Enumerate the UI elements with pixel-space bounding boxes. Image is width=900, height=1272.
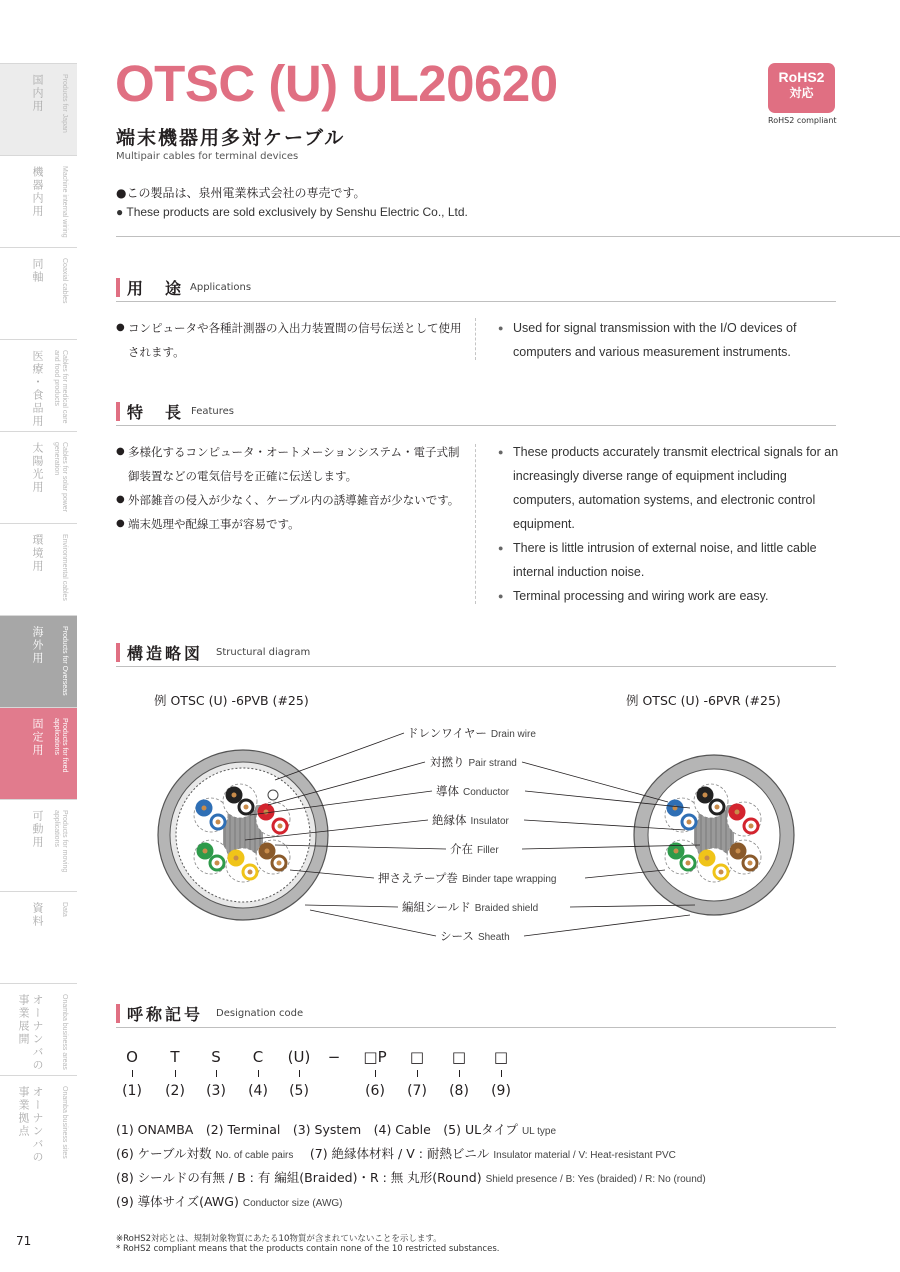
sidebar-tab-label-en: Onamba business sites xyxy=(61,1086,68,1159)
code-char: □P xyxy=(363,1048,387,1066)
legend-en: Conductor size (AWG) xyxy=(242,1198,343,1209)
sidebar-tab-label-en: Cables for medical care and food products xyxy=(53,350,68,424)
sidebar-tab-label-en: Data xyxy=(61,902,68,917)
label-jp: 押さえテープ巻 xyxy=(378,871,458,885)
conductor xyxy=(202,806,207,811)
legend-jp: (6) ケーブル対数 xyxy=(116,1146,212,1161)
sidebar-tab-label-en: Onamba business areas xyxy=(61,994,68,1070)
conductor xyxy=(674,849,679,854)
conductor xyxy=(749,824,754,829)
conductor xyxy=(687,820,692,825)
label-filler xyxy=(450,841,499,857)
code-tick xyxy=(258,1070,259,1077)
code-number: (4) xyxy=(248,1083,268,1099)
code-tick xyxy=(132,1070,133,1077)
code-char: S xyxy=(211,1048,221,1066)
features-jp-item: ● 多様化するコンピュータ・オートメーションシステム・電子式制御装置などの電気信号を正確に伝送します。 xyxy=(116,440,466,488)
label-braided-shield xyxy=(402,899,538,915)
sidebar-tab-label-en: Cables for solar power generation xyxy=(53,442,68,513)
legend-line-3 xyxy=(116,1168,706,1186)
conductor xyxy=(735,810,740,815)
code-number: (1) xyxy=(122,1083,142,1099)
conductor xyxy=(703,793,708,798)
sidebar-tab[interactable] xyxy=(0,1075,77,1167)
code-number: (5) xyxy=(289,1083,309,1099)
label-jp: 対撚り xyxy=(430,755,465,769)
code-tick xyxy=(459,1070,460,1077)
code-tick xyxy=(417,1070,418,1077)
label-insulator xyxy=(432,812,509,828)
label-en: Filler xyxy=(477,845,499,856)
sidebar-tab-label-jp: 可動用 xyxy=(31,810,44,849)
page-title: OTSC (U) UL20620 xyxy=(115,55,558,112)
code-char: − xyxy=(327,1048,341,1066)
example-right-label: 例 OTSC (U) -6PVR (#25) xyxy=(626,693,781,708)
sidebar-tab-label-en: Coaxial cables xyxy=(61,258,68,304)
structure-heading-jp: 構造略図 xyxy=(127,644,204,663)
code-char: (U) xyxy=(287,1048,311,1066)
label-jp: シース xyxy=(440,929,474,943)
sidebar-tab-label-jp: 機器内用 xyxy=(31,166,44,218)
legend-jp: (8) シールドの有無 / B : 有 編組(Braided)・R : 無 丸形(Round) xyxy=(116,1170,482,1185)
sidebar-tab-label-jp: 医療・食品用 xyxy=(31,350,44,428)
conductor xyxy=(265,849,270,854)
conductor xyxy=(277,861,282,866)
sidebar-tab-label-jp: 国内用 xyxy=(31,74,44,113)
label-jp: ドレンワイヤー xyxy=(407,726,487,740)
conductor xyxy=(719,870,724,875)
code-char: □ xyxy=(409,1048,425,1066)
conductor xyxy=(203,849,208,854)
label-jp: 編組シールド xyxy=(402,900,471,914)
subtitle-jp: 端末機器用多対ケーブル xyxy=(116,127,346,149)
label-en: Braided shield xyxy=(474,903,539,914)
code-char: □ xyxy=(493,1048,509,1066)
code-tick xyxy=(299,1070,300,1077)
conductor xyxy=(686,861,691,866)
rohs-badge-line1: RoHS2 xyxy=(778,69,825,85)
legend-line-4 xyxy=(116,1192,343,1210)
label-binder-tape xyxy=(378,870,556,886)
designation-heading-en: Designation code xyxy=(216,1008,304,1019)
designation-heading-jp: 呼称記号 xyxy=(127,1005,204,1024)
applications-en-item: ● Used for signal transmission with the I/O devices of computers and various measurement instruments. xyxy=(498,316,843,364)
sidebar-tab-label-en: Products for Overseas xyxy=(61,626,68,696)
conductor xyxy=(232,793,237,798)
applications-heading-en: Applications xyxy=(190,282,252,293)
code-number: (9) xyxy=(491,1083,511,1099)
features-heading-jp: 特 長 xyxy=(127,403,185,422)
sidebar-tab-label-jp: 資料 xyxy=(31,902,44,928)
label-en: Insulator xyxy=(470,816,509,827)
sidebar-tab-label-jp: 同軸 xyxy=(31,258,44,284)
code-number: (7) xyxy=(407,1083,427,1099)
code-char: □ xyxy=(451,1048,467,1066)
features-heading-en: Features xyxy=(191,406,234,417)
sidebar-tab-label-en: Products for Japan xyxy=(61,74,68,133)
footnote-jp: ※RoHS2対応とは、規制対象物質にあたる10物質が含まれていないことを示します。 xyxy=(116,1234,442,1244)
leader-line xyxy=(524,915,690,936)
applications-jp-item: ● コンピュータや各種計測器の入出力装置間の信号伝送として使用されます。 xyxy=(116,316,466,364)
conductor xyxy=(234,856,239,861)
code-number: (2) xyxy=(165,1083,185,1099)
features-en-item: ● Terminal processing and wiring work are easy. xyxy=(498,584,843,608)
conductor xyxy=(215,861,220,866)
code-tick xyxy=(375,1070,376,1077)
notice-en: ● These products are sold exclusively by Senshu Electric Co., Ltd. xyxy=(116,205,468,219)
label-pair-strand xyxy=(430,754,517,770)
label-jp: 導体 xyxy=(436,784,459,798)
notice-jp: ●この製品は、泉州電業株式会社の専売です。 xyxy=(116,186,366,200)
features-en-item: ● There is little intrusion of external noise, and little cable internal induction noise. xyxy=(498,536,843,584)
sidebar-tab-label-jp: 固定用 xyxy=(31,718,44,757)
label-drain-wire xyxy=(407,725,536,741)
heading-accent-bar xyxy=(116,1004,120,1023)
label-conductor xyxy=(436,783,509,799)
code-number: (3) xyxy=(206,1083,226,1099)
code-tick xyxy=(501,1070,502,1077)
label-sheath xyxy=(440,928,510,944)
conductor xyxy=(736,849,741,854)
sidebar-tab-label-en: Machine internal wiring xyxy=(61,166,68,238)
structure-heading-en: Structural diagram xyxy=(216,647,311,658)
applications-heading-jp: 用 途 xyxy=(127,279,185,298)
sidebar-tab-label-jp: オーナンバの事業拠点 xyxy=(17,1086,44,1164)
code-tick xyxy=(216,1070,217,1077)
example-left-label: 例 OTSC (U) -6PVB (#25) xyxy=(154,693,309,708)
sidebar-tab-label-jp: 太陽光用 xyxy=(31,442,44,494)
legend-jp: (9) 導体サイズ(AWG) xyxy=(116,1194,239,1209)
label-en: Conductor xyxy=(463,787,510,798)
label-en: Sheath xyxy=(477,932,510,943)
drain-wire xyxy=(268,790,278,800)
page-number: 71 xyxy=(16,1234,32,1248)
code-char: C xyxy=(252,1048,264,1066)
sidebar-tab-label-jp: オーナンバの事業展開 xyxy=(17,994,44,1072)
conductor xyxy=(278,824,283,829)
conductor xyxy=(216,820,221,825)
subtitle-en: Multipair cables for terminal devices xyxy=(116,151,299,162)
legend-line-1 xyxy=(116,1120,556,1138)
legend-en: No. of cable pairs xyxy=(215,1150,294,1161)
rohs-caption: RoHS2 compliant xyxy=(768,116,837,125)
sidebar-tab-label-en: Products for moving applications xyxy=(53,810,68,873)
label-en: Drain wire xyxy=(490,729,536,740)
features-jp-item: ● 端末処理や配線工事が容易です。 xyxy=(116,512,466,536)
label-jp: 絶縁体 xyxy=(432,813,467,827)
features-en-item: ● These products accurately transmit electrical signals for an increasingly diverse range of equipment including computers, automation systems, and electronic control equipment. xyxy=(498,440,843,536)
label-en: Binder tape wrapping xyxy=(461,874,557,885)
label-en: Pair strand xyxy=(468,758,517,769)
conductor xyxy=(715,805,720,810)
designation-heading xyxy=(116,1002,836,1028)
features-jp-item: ● 外部雑音の侵入が少なく、ケーブル内の誘導雑音が少ないです。 xyxy=(116,488,466,512)
code-number: (6) xyxy=(365,1083,385,1099)
code-char: O xyxy=(126,1048,138,1066)
rohs-badge-line2: 対応 xyxy=(789,86,814,100)
conductor xyxy=(248,870,253,875)
legend-jp: (1) ONAMBA (2) Terminal (3) System (4) Cable (5) ULタイプ xyxy=(116,1122,518,1137)
leader-line xyxy=(522,762,668,802)
sidebar-tab-label-jp: 環境用 xyxy=(31,534,44,573)
sidebar-tab-label-en: Products for fixed applications xyxy=(53,718,68,773)
sidebar-tab-label-jp: 海外用 xyxy=(31,626,44,665)
code-char: T xyxy=(170,1048,180,1066)
legend-en: UL type xyxy=(521,1126,557,1137)
conductor xyxy=(244,805,249,810)
code-number: (8) xyxy=(449,1083,469,1099)
legend-en: Insulator material / V: Heat-resistant PVC xyxy=(493,1150,676,1161)
legend-line-2 xyxy=(116,1144,676,1162)
leader-line xyxy=(305,905,398,907)
sidebar-tab-label-en: Environmental cables xyxy=(61,534,68,601)
label-jp: 介在 xyxy=(450,842,473,856)
legend-jp: (7) 絶縁体材料 / V : 耐熱ビニル xyxy=(309,1146,490,1161)
conductor xyxy=(705,856,710,861)
footnote-en: * RoHS2 compliant means that the products contain none of the 10 restricted substances. xyxy=(116,1244,500,1254)
conductor xyxy=(264,810,269,815)
conductor xyxy=(748,861,753,866)
code-tick xyxy=(175,1070,176,1077)
legend-en: Shield presence / B: Yes (braided) / R: No (round) xyxy=(485,1174,706,1185)
